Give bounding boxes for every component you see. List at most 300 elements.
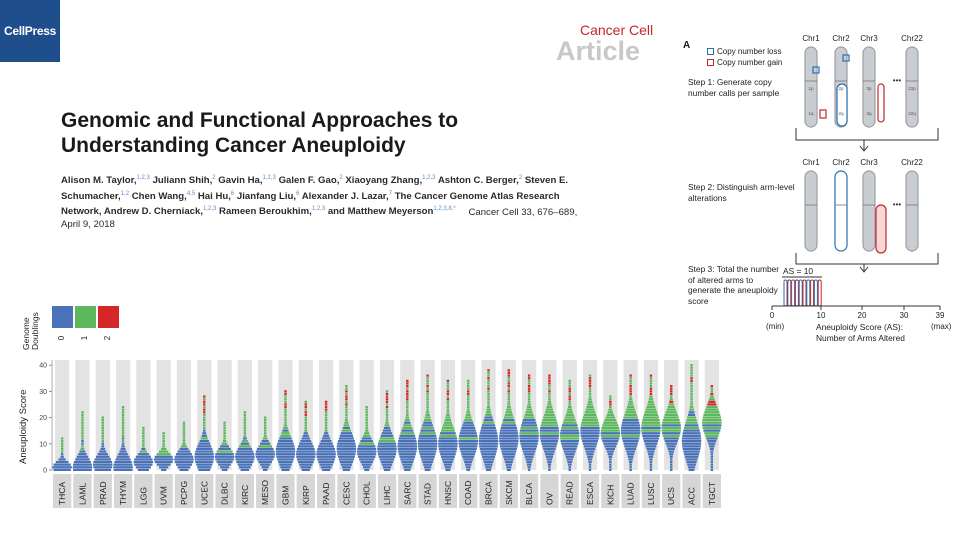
- sample-point: [711, 464, 713, 466]
- sample-point: [102, 437, 104, 439]
- sample-point: [421, 458, 433, 460]
- sample-point: [142, 437, 144, 439]
- sample-point: [711, 458, 713, 460]
- sample-point: [710, 450, 713, 452]
- sample-point: [183, 422, 185, 424]
- sample-point: [690, 393, 692, 395]
- sample-point: [480, 448, 498, 450]
- author-affiliation: 4,5: [186, 190, 196, 197]
- sample-point: [122, 435, 124, 437]
- sample-point: [256, 450, 275, 452]
- sample-point: [485, 414, 491, 416]
- sample-point: [580, 432, 599, 434]
- sample-point: [304, 430, 307, 432]
- sample-point: [508, 401, 510, 403]
- sample-point: [466, 466, 471, 468]
- sample-point: [447, 411, 450, 413]
- sample-point: [528, 385, 530, 387]
- sample-point: [257, 448, 274, 450]
- panel-label: A: [683, 40, 691, 51]
- sample-point: [200, 440, 209, 442]
- sample-point: [220, 466, 229, 468]
- sample-point: [277, 458, 294, 460]
- sample-point: [629, 375, 631, 377]
- sample-point: [236, 461, 253, 463]
- sample-point: [519, 432, 538, 434]
- sample-point: [686, 422, 698, 424]
- sample-point: [650, 393, 652, 395]
- sample-point: [300, 440, 311, 442]
- x-max-label: (max): [931, 322, 952, 331]
- sample-point: [386, 406, 388, 408]
- sample-point: [406, 385, 408, 387]
- sample-point: [386, 414, 388, 416]
- sample-point: [386, 419, 388, 421]
- sample-point: [403, 466, 411, 468]
- sample-point: [642, 435, 659, 437]
- sample-point: [121, 445, 124, 447]
- sample-point: [134, 458, 152, 460]
- sample-point: [479, 445, 498, 447]
- author-affiliation: 7: [388, 190, 393, 197]
- sample-point: [668, 450, 673, 452]
- sample-point: [487, 395, 489, 397]
- sample-point: [682, 443, 701, 445]
- sample-point: [386, 411, 388, 413]
- sample-point: [567, 409, 572, 411]
- sample-point: [705, 435, 718, 437]
- sample-point: [686, 458, 698, 460]
- author-affiliation: 1,2,3,8,*: [433, 206, 456, 213]
- sample-point: [235, 453, 254, 455]
- sample-point: [683, 432, 701, 434]
- sample-point: [357, 448, 376, 450]
- sample-point: [461, 453, 475, 455]
- category-label: KIRC: [239, 484, 250, 505]
- sample-point: [381, 435, 393, 437]
- sample-point: [506, 411, 512, 413]
- legend-loss: Copy number loss: [717, 47, 782, 56]
- sample-point: [603, 443, 617, 445]
- sample-point: [545, 453, 554, 455]
- sample-point: [665, 440, 678, 442]
- sample-point: [215, 453, 234, 455]
- sample-point: [400, 458, 414, 460]
- sample-point: [136, 466, 151, 468]
- sample-point: [406, 414, 409, 416]
- sample-point: [102, 424, 104, 426]
- sample-point: [138, 453, 149, 455]
- sample-point: [284, 411, 286, 413]
- sample-point: [176, 464, 192, 466]
- sample-point: [223, 437, 225, 439]
- sample-point: [441, 430, 455, 432]
- sample-point: [609, 401, 611, 403]
- genome-doubling-level: 2: [103, 335, 112, 341]
- sample-point: [648, 453, 654, 455]
- sample-point: [540, 437, 559, 439]
- sample-point: [500, 445, 518, 447]
- citation: Cancer Cell 33, 676–689, April 9, 2018: [61, 206, 578, 231]
- sample-point: [363, 466, 370, 468]
- sample-point: [157, 453, 171, 455]
- sample-point: [81, 427, 83, 429]
- sample-point: [365, 411, 367, 413]
- sample-point: [140, 450, 147, 452]
- sample-point: [583, 443, 597, 445]
- sample-point: [424, 419, 431, 421]
- as-axis-tick-label: 30: [899, 311, 909, 320]
- sample-point: [585, 411, 596, 413]
- sample-point: [685, 456, 699, 458]
- author-name: Gavin Ha,: [218, 175, 263, 187]
- sample-point: [588, 401, 592, 403]
- sample-point: [524, 453, 535, 455]
- sample-point: [134, 461, 153, 463]
- sample-point: [420, 430, 434, 432]
- sample-point: [406, 395, 408, 397]
- sample-point: [604, 445, 616, 447]
- sample-point: [406, 403, 408, 405]
- sample-point: [305, 416, 307, 418]
- sample-point: [589, 382, 591, 384]
- sample-point: [344, 424, 349, 426]
- sample-point: [589, 395, 591, 397]
- sample-point: [404, 422, 410, 424]
- sample-point: [203, 422, 205, 424]
- sample-point: [459, 435, 477, 437]
- as-axis-tick-label: 20: [857, 311, 867, 320]
- sample-point: [174, 458, 193, 460]
- genome-doublings-title: Genome Doublings: [21, 312, 40, 350]
- sample-point: [484, 419, 494, 421]
- sample-point: [467, 406, 469, 408]
- sample-point: [244, 435, 246, 437]
- sample-point: [589, 375, 591, 377]
- category-label: STAD: [422, 482, 433, 505]
- sample-point: [122, 440, 124, 442]
- sample-point: [183, 440, 185, 442]
- sample-point: [223, 430, 225, 432]
- sample-point: [102, 416, 104, 418]
- arm-label: 2p: [838, 86, 844, 91]
- sample-point: [463, 422, 473, 424]
- sample-point: [667, 409, 676, 411]
- sample-point: [235, 458, 254, 460]
- sample-point: [690, 364, 692, 366]
- sample-point: [114, 469, 133, 471]
- sample-point: [483, 458, 494, 460]
- sample-point: [609, 406, 612, 408]
- sample-point: [218, 464, 230, 466]
- sample-point: [203, 403, 205, 405]
- sample-point: [662, 432, 680, 434]
- author-name: Rameen Beroukhim,: [219, 206, 312, 218]
- sample-point: [609, 469, 611, 471]
- sample-point: [501, 448, 517, 450]
- sample-point: [711, 388, 713, 390]
- sample-point: [684, 453, 699, 455]
- sample-point: [426, 377, 428, 379]
- sample-point: [526, 458, 533, 460]
- category-label: CESC: [341, 481, 352, 505]
- sample-point: [365, 419, 367, 421]
- article-type: Article: [556, 36, 641, 66]
- arm-label: 1p: [808, 86, 814, 91]
- sample-point: [360, 440, 372, 442]
- sample-point: [541, 424, 558, 426]
- sample-point: [626, 409, 635, 411]
- sample-point: [589, 377, 591, 379]
- sample-point: [278, 440, 293, 442]
- sample-point: [601, 427, 619, 429]
- sample-point: [546, 456, 553, 458]
- sample-point: [325, 427, 327, 429]
- sample-point: [325, 411, 327, 413]
- category-label: THCA: [57, 481, 68, 505]
- sample-point: [203, 406, 205, 408]
- genome-doubling-level: 1: [80, 335, 89, 341]
- y-tick-label: 20: [39, 415, 47, 423]
- sample-point: [345, 411, 347, 413]
- sample-point: [447, 395, 449, 397]
- sample-point: [406, 382, 408, 384]
- sample-point: [482, 456, 495, 458]
- sample-point: [668, 403, 673, 405]
- sample-point: [235, 456, 254, 458]
- sample-point: [305, 411, 307, 413]
- sample-point: [264, 435, 267, 437]
- sample-point: [501, 450, 516, 452]
- sample-point: [203, 414, 205, 416]
- sample-point: [380, 458, 395, 460]
- sample-point: [141, 448, 145, 450]
- sample-point: [609, 395, 611, 397]
- sample-point: [134, 464, 152, 466]
- sample-point: [401, 430, 413, 432]
- as-label: AS = 10: [783, 266, 814, 276]
- sample-point: [302, 469, 310, 471]
- sample-point: [629, 382, 631, 384]
- arm-label: 2q: [838, 111, 844, 116]
- sample-point: [682, 445, 701, 447]
- sample-point: [142, 435, 144, 437]
- sample-point: [264, 424, 266, 426]
- sample-point: [426, 388, 428, 390]
- sample-point: [708, 401, 715, 403]
- sample-point: [506, 466, 511, 468]
- sample-point: [689, 411, 695, 413]
- sample-point: [198, 469, 210, 471]
- sample-point: [562, 445, 578, 447]
- sample-point: [526, 461, 532, 463]
- sample-point: [646, 409, 657, 411]
- sample-point: [480, 430, 496, 432]
- sample-point: [528, 398, 530, 400]
- sample-point: [238, 448, 252, 450]
- sample-point: [284, 416, 286, 418]
- sample-point: [503, 456, 514, 458]
- sample-point: [643, 416, 659, 418]
- sample-point: [528, 393, 530, 395]
- genome-doubling-swatch: [98, 306, 119, 328]
- sample-point: [650, 464, 652, 466]
- sample-point: [276, 450, 295, 452]
- sample-point: [467, 382, 469, 384]
- sample-point: [467, 403, 469, 405]
- category-label: KICH: [605, 484, 616, 505]
- sample-point: [487, 380, 489, 382]
- sample-point: [345, 403, 347, 405]
- sample-point: [61, 450, 63, 452]
- sample-point: [345, 416, 347, 418]
- sample-point: [180, 469, 189, 471]
- sample-point: [181, 445, 187, 447]
- sample-point: [527, 403, 530, 405]
- sample-point: [244, 419, 246, 421]
- sample-point: [442, 458, 454, 460]
- sample-point: [344, 422, 348, 424]
- sample-point: [565, 453, 575, 455]
- genome-doubling-swatch: [52, 306, 73, 328]
- sample-point: [466, 414, 471, 416]
- sample-point: [196, 448, 212, 450]
- category-label: BRCA: [483, 481, 494, 505]
- sample-point: [581, 435, 600, 437]
- sample-point: [690, 367, 692, 369]
- sample-point: [178, 450, 190, 452]
- sample-point: [365, 424, 367, 426]
- category-label: PAAD: [321, 482, 332, 505]
- arm-label: 3q: [866, 111, 872, 116]
- sample-point: [669, 401, 673, 403]
- sample-point: [480, 450, 496, 452]
- sample-point: [298, 445, 314, 447]
- sample-point: [609, 466, 611, 468]
- sample-point: [562, 424, 578, 426]
- sample-point: [343, 469, 350, 471]
- sample-point: [690, 382, 692, 384]
- sample-point: [503, 419, 514, 421]
- sample-point: [560, 435, 579, 437]
- sample-point: [195, 450, 213, 452]
- sample-point: [406, 411, 408, 413]
- sample-point: [406, 406, 408, 408]
- sample-point: [118, 453, 128, 455]
- sample-point: [379, 456, 396, 458]
- legend-gain: Copy number gain: [717, 58, 783, 67]
- sample-point: [122, 406, 124, 408]
- sample-point: [689, 469, 695, 471]
- sample-point: [115, 458, 130, 460]
- x-min-label: (min): [766, 322, 785, 331]
- sample-point: [608, 409, 612, 411]
- sample-point: [386, 401, 388, 403]
- sample-point: [386, 395, 388, 397]
- sample-point: [500, 430, 518, 432]
- sample-point: [98, 453, 108, 455]
- sample-point: [523, 450, 535, 452]
- sample-point: [520, 430, 539, 432]
- sample-point: [584, 414, 596, 416]
- sample-point: [81, 422, 83, 424]
- sample-point: [548, 385, 550, 387]
- sample-point: [338, 440, 355, 442]
- sample-point: [443, 424, 453, 426]
- sample-point: [487, 406, 490, 408]
- sample-point: [683, 448, 701, 450]
- sample-point: [607, 450, 614, 452]
- sample-point: [122, 411, 124, 413]
- sample-point: [426, 375, 428, 377]
- sample-point: [305, 424, 307, 426]
- sample-point: [282, 430, 288, 432]
- sample-point: [322, 437, 330, 439]
- category-label: DLBC: [219, 482, 230, 505]
- sample-point: [325, 403, 327, 405]
- sample-point: [467, 395, 469, 397]
- sample-point: [445, 419, 451, 421]
- sample-point: [662, 424, 681, 426]
- sample-point: [223, 422, 225, 424]
- sample-point: [467, 393, 469, 395]
- sample-point: [283, 427, 288, 429]
- sample-point: [668, 448, 675, 450]
- sample-point: [101, 445, 104, 447]
- sample-point: [426, 382, 428, 384]
- sample-point: [589, 393, 591, 395]
- sample-point: [357, 453, 376, 455]
- sample-point: [402, 464, 412, 466]
- sample-point: [418, 440, 437, 442]
- sample-point: [102, 440, 104, 442]
- sample-point: [337, 453, 355, 455]
- sample-point: [690, 372, 692, 374]
- sample-point: [93, 466, 112, 468]
- sample-point: [548, 375, 550, 377]
- as-axis-tick-label: 0: [769, 311, 775, 320]
- sample-point: [142, 445, 144, 447]
- sample-point: [560, 437, 579, 439]
- sample-point: [138, 469, 149, 471]
- sample-point: [61, 440, 63, 442]
- sample-point: [690, 385, 692, 387]
- sample-point: [690, 377, 692, 379]
- sample-point: [304, 432, 308, 434]
- sample-point: [683, 450, 700, 452]
- sample-point: [581, 437, 598, 439]
- author-affiliation: 1,2,3: [203, 206, 217, 213]
- sample-point: [548, 380, 550, 382]
- sample-point: [379, 440, 396, 442]
- sample-point: [505, 461, 513, 463]
- sample-point: [284, 403, 286, 405]
- sample-point: [345, 395, 347, 397]
- sample-point: [447, 403, 449, 405]
- sample-point: [650, 388, 652, 390]
- sample-point: [296, 456, 315, 458]
- author-affiliation: 6: [296, 190, 300, 197]
- sample-point: [641, 427, 660, 429]
- sample-point: [484, 461, 494, 463]
- sample-point: [406, 390, 408, 392]
- sample-point: [358, 445, 375, 447]
- sample-point: [670, 390, 672, 392]
- sample-point: [688, 414, 695, 416]
- sample-point: [629, 398, 632, 400]
- sample-point: [708, 443, 715, 445]
- sample-point: [569, 388, 571, 390]
